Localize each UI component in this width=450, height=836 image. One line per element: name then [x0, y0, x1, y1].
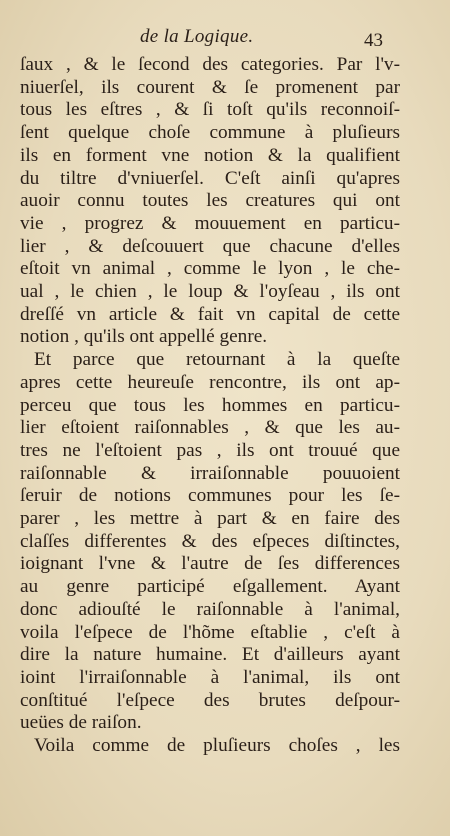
text-line: donc adiouſté le raiſonnable à l'animal,	[20, 598, 400, 620]
text-line: ſaux , & le ſecond des categories. Par l'v-	[20, 54, 400, 75]
text-line: niuerſel, ils courent & ſe promenent par	[20, 76, 400, 98]
text-line: ueües de raiſon.	[20, 712, 142, 734]
running-head: de la Logique.	[140, 26, 254, 47]
text-line: notion , qu'ils ont appellé genre.	[20, 326, 268, 348]
text-line: lier , & deſcouuert que chacune d'elles	[20, 235, 400, 257]
text-line: parer , les mettre à part & en faire des	[20, 508, 400, 530]
text-line: ils en forment vne notion & la qualifient	[20, 144, 400, 166]
text-line: Voila comme de pluſieurs choſes , les	[34, 735, 400, 757]
text-line: du tiltre d'vniuerſel. C'eſt ainſi qu'apres	[20, 167, 400, 189]
text-line: auoir connu toutes les creatures qui ont	[20, 190, 400, 212]
body-text	[20, 54, 400, 758]
text-line: voila l'eſpece de l'hõme eſtablie , c'eſt à	[20, 621, 400, 643]
text-line: Et parce que retournant à la queſte	[34, 349, 400, 371]
text-line: dire la nature humaine. Et d'ailleurs ayant	[20, 644, 400, 666]
text-line: dreſſé vn article & fait vn capital de cette	[20, 303, 400, 325]
text-line: lier eſtoient raiſonnables , & que les au-	[20, 417, 400, 439]
page-number: 43	[364, 30, 383, 51]
text-line: eſtoit vn animal , comme le lyon , le che-	[20, 258, 400, 280]
text-line: tous les eſtres , & ſi toſt qu'ils reconnoiſ-	[20, 99, 400, 121]
text-line: ioignant l'vne & l'autre de ſes differences	[20, 553, 400, 575]
text-line: vie , progrez & mouuement en particu-	[20, 212, 400, 234]
text-line: tres ne l'eſtoient pas , ils ont trouué que	[20, 439, 400, 461]
text-line: claſſes differentes & des eſpeces diſtinctes,	[20, 530, 400, 552]
text-line: apres cette heureuſe rencontre, ils ont ap-	[20, 371, 400, 393]
text-line: perceu que tous les hommes en particu-	[20, 394, 400, 416]
text-line: ſent quelque choſe commune à pluſieurs	[20, 122, 400, 144]
text-line: ioint l'irraiſonnable à l'animal, ils ont	[20, 666, 400, 688]
text-line: ual , le chien , le loup & l'oyſeau , ils ont	[20, 281, 400, 303]
text-line: raiſonnable & irraiſonnable pouuoient	[20, 462, 400, 484]
text-line: ſeruir de notions communes pour les ſe-	[20, 485, 400, 507]
text-line: au genre participé eſgallement. Ayant	[20, 576, 400, 598]
text-line: conſtitué l'eſpece des brutes deſpour-	[20, 689, 400, 711]
